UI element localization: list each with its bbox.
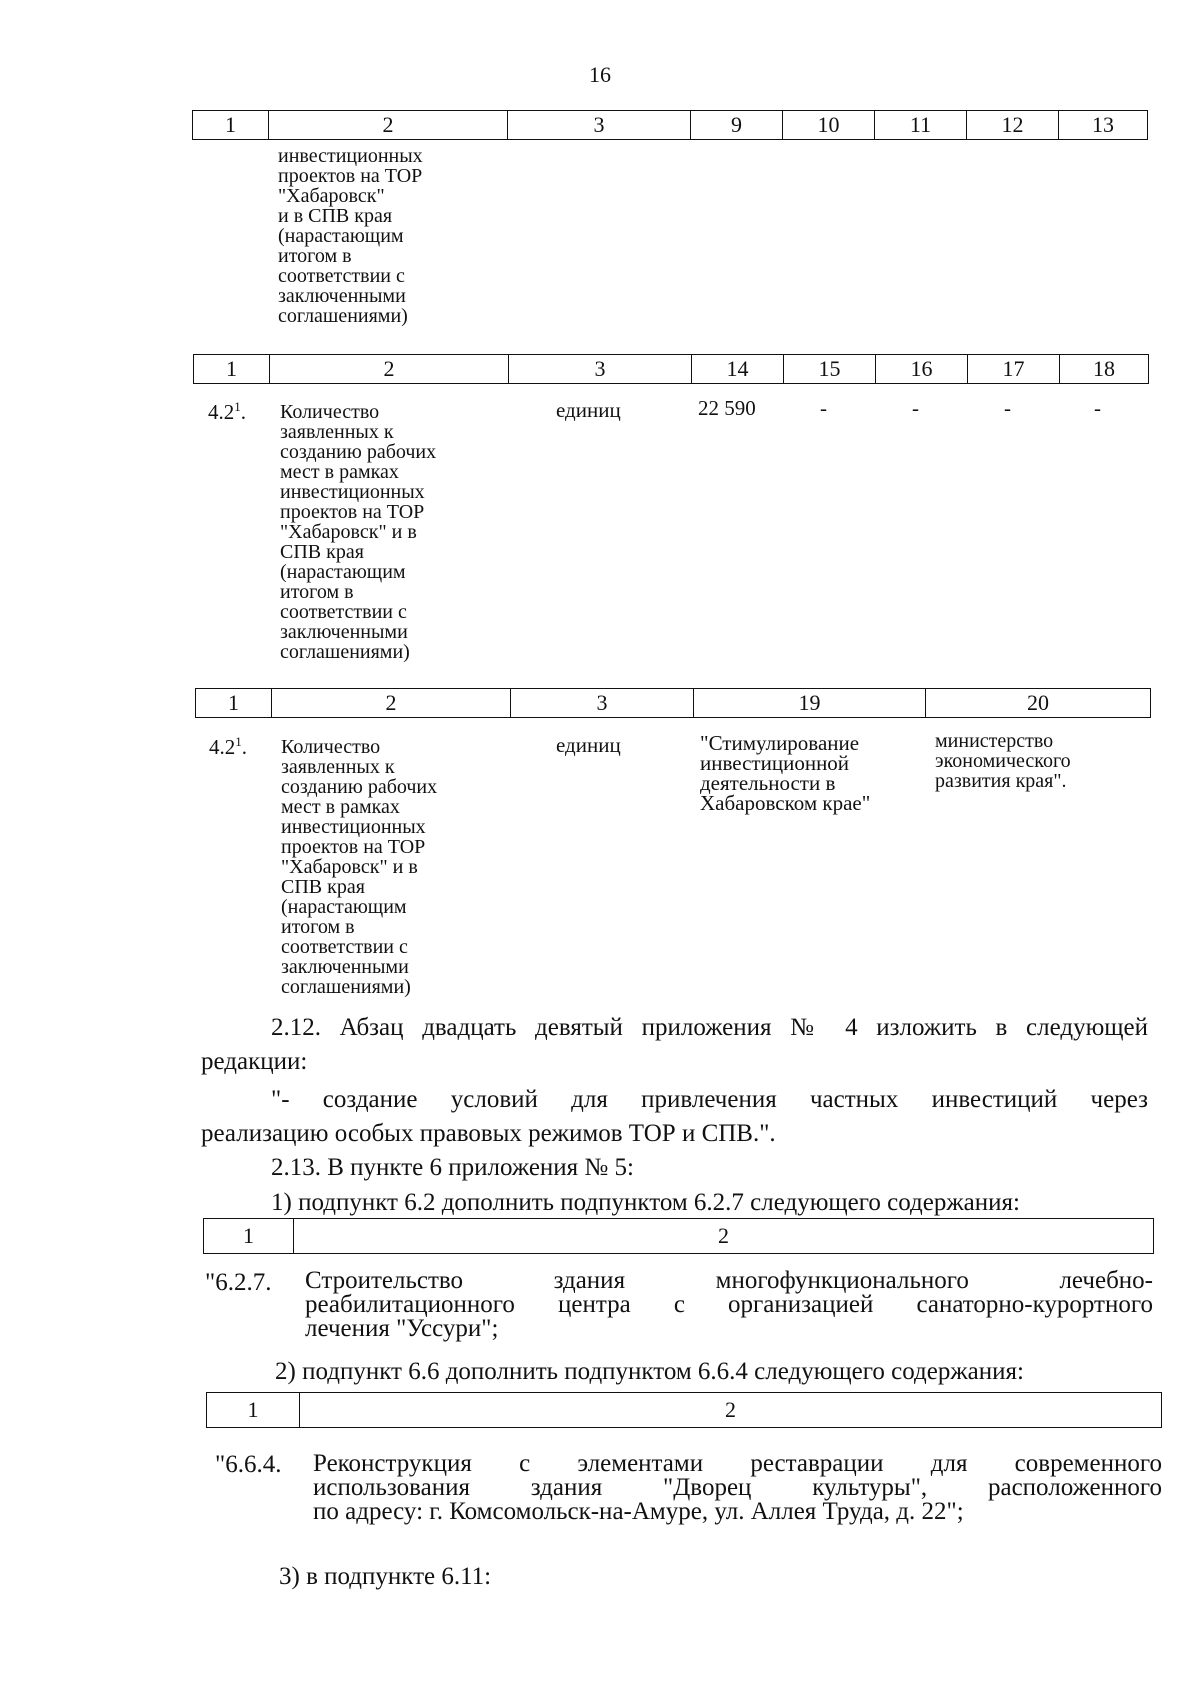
header-cell: 3 [511, 689, 694, 718]
header-cell: 2 [300, 1393, 1162, 1428]
header-cell: 2 [270, 355, 509, 384]
header-cell: 16 [876, 355, 968, 384]
header-cell: 14 [692, 355, 784, 384]
subitem-3: 3) в подпункте 6.11: [279, 1563, 492, 1590]
quote-line-2: реализацию особых правовых режимов ТОР и СПВ.". [201, 1120, 776, 1147]
paragraph-2-13: 2.13. В пункте 6 приложения № 5: [271, 1154, 634, 1181]
row-number: $4.2^1$. [209, 734, 247, 759]
paragraph-2-12: 2.12. Абзац двадцать девятый приложения № 4 изложить в следующей [271, 1014, 1148, 1041]
program-cell: "Стимулирование инвестиционной деятельности в Хабаровском крае" [700, 731, 871, 815]
unit-cell: единиц [556, 398, 621, 422]
value-col-15: - [820, 396, 827, 420]
item-6-6-4-line-3: по адресу: г. Комсомольск-на-Амуре, ул. Аллея Труда, д. 22"; [313, 1498, 964, 1525]
item-6-2-7-line-1: Строительство здания многофункционального лечебно- [305, 1267, 1153, 1294]
value-col-18: - [1094, 396, 1101, 420]
value-col-14: 22 590 [698, 396, 756, 420]
table-b-header [193, 354, 1149, 384]
header-cell: 15 [784, 355, 876, 384]
page-number: 16 [589, 62, 611, 87]
header-cell: 1 [196, 689, 272, 718]
item-6-6-4-line-2: использования здания "Дворец культуры", расположенного [313, 1474, 1162, 1501]
row-number: $4.2^1$. [208, 399, 246, 424]
header-cell: 18 [1060, 355, 1149, 384]
item-6-6-4-line-1: Реконструкция с элементами реставрации для современного [313, 1450, 1162, 1477]
header-cell: 19 [694, 689, 926, 718]
header-cell: 2 [269, 111, 508, 140]
header-cell: 3 [509, 355, 692, 384]
header-cell: 10 [783, 111, 875, 140]
subitem-2: 2) подпункт 6.6 дополнить подпунктом 6.6.4 следующего содержания: [275, 1358, 1024, 1385]
table-a-header [192, 110, 1148, 140]
item-6-6-4-number: "6.6.4. [215, 1451, 282, 1478]
table-d-header [203, 1218, 1154, 1254]
header-cell: 11 [875, 111, 967, 140]
executor-cell: министерство экономического развития края". [935, 730, 1071, 792]
unit-cell: единиц [556, 733, 621, 757]
header-cell: 17 [968, 355, 1060, 384]
value-col-16: - [912, 396, 919, 420]
indicator-name-continued: инвестиционных проектов на ТОР "Хабаровск" и в СПВ края (нарастающим итогом в соответствии с заключенными соглашениями) [278, 145, 423, 327]
item-6-2-7-line-3: лечения "Уссури"; [305, 1315, 499, 1342]
header-cell: 20 [926, 689, 1151, 718]
header-cell: 12 [967, 111, 1059, 140]
table-c-header [195, 688, 1151, 718]
indicator-name: Количество заявленных к созданию рабочих мест в рамках инвестиционных проектов на ТОР "Хабаровск" и в СПВ края (нарастающим итогом в соответствии с заключенными соглашениями) [281, 736, 438, 998]
header-cell: 1 [207, 1393, 300, 1428]
header-cell: 1 [194, 355, 270, 384]
header-cell: 2 [294, 1219, 1154, 1254]
header-cell: 3 [508, 111, 691, 140]
header-cell: 1 [193, 111, 269, 140]
quote-line-1: "- создание условий для привлечения частных инвестиций через [271, 1086, 1148, 1113]
header-cell: 2 [272, 689, 511, 718]
header-cell: 1 [204, 1219, 294, 1254]
item-6-2-7-line-2: реабилитационного центра с организацией санаторно-курортного [305, 1291, 1153, 1318]
item-6-2-7-number: "6.2.7. [205, 1269, 272, 1296]
value-col-17: - [1004, 396, 1011, 420]
table-e-header [206, 1392, 1162, 1428]
paragraph-2-12-cont: редакции: [201, 1048, 308, 1075]
subitem-1: 1) подпункт 6.2 дополнить подпунктом 6.2.7 следующего содержания: [271, 1189, 1020, 1216]
header-cell: 9 [691, 111, 783, 140]
header-cell: 13 [1059, 111, 1148, 140]
indicator-name: Количество заявленных к созданию рабочих мест в рамках инвестиционных проектов на ТОР "Хабаровск" и в СПВ края (нарастающим итогом в соответствии с заключенными соглашениями) [280, 401, 437, 663]
